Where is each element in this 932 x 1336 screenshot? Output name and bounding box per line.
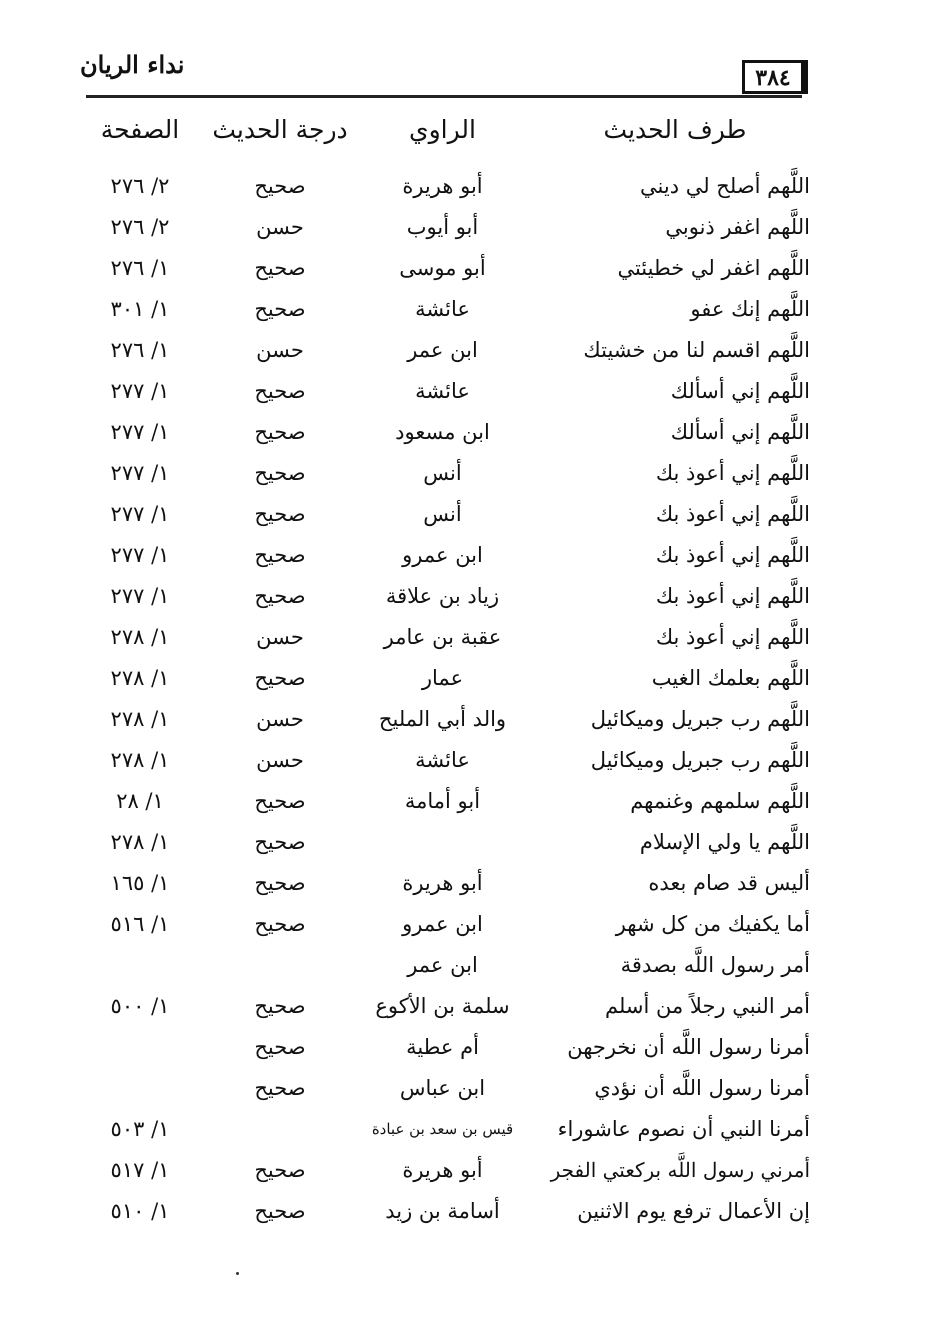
hadith-narrator: والد أبي المليح	[378, 707, 507, 731]
table-row	[0, 412, 932, 452]
hadith-grade: حسن	[256, 748, 304, 772]
hadith-narrator: سلمة بن الأكوع	[375, 994, 510, 1018]
table-row	[0, 617, 932, 657]
book-title: نداء الريان	[80, 50, 185, 79]
hadith-narrator: ابن عمر	[407, 338, 478, 362]
hadith-phrase: اللَّهم اغفر لي خطيئتي	[617, 256, 810, 280]
hadith-phrase: اللَّهم أصلح لي ديني	[640, 174, 810, 198]
hadith-narrator: ابن عباس	[399, 1076, 486, 1100]
hadith-phrase: اللَّهم بعلمك الغيب	[651, 666, 810, 690]
hadith-page-ref: ١/ ٢٧٧	[110, 379, 170, 403]
hadith-phrase: اللَّهم إنك عفو	[690, 297, 810, 321]
hadith-grade: حسن	[256, 338, 304, 362]
table-row	[0, 1191, 932, 1231]
hadith-narrator: أبو أمامة	[404, 789, 481, 813]
hadith-page-ref: ١/ ٥١٦	[110, 912, 170, 936]
hadith-narrator: ابن عمرو	[402, 912, 483, 936]
hadith-grade: صحيح	[254, 830, 306, 854]
hadith-grade: حسن	[256, 215, 304, 239]
hadith-narrator: أنس	[423, 502, 462, 526]
hadith-page-ref: ١/ ٢٨	[116, 789, 164, 813]
hadith-grade: صحيح	[254, 994, 306, 1018]
hadith-grade: صحيح	[254, 297, 306, 321]
hadith-phrase: أليس قد صام بعده	[648, 871, 810, 895]
hadith-page-ref: ١/ ٢٧٦	[110, 338, 170, 362]
table-row	[0, 576, 932, 616]
column-header-page: الصفحة	[100, 115, 180, 144]
table-row	[0, 1027, 932, 1067]
hadith-page-ref	[90, 1068, 190, 1108]
table-row	[0, 453, 932, 493]
hadith-page-ref: ١/ ٢٧٧	[110, 461, 170, 485]
hadith-phrase: اللَّهم إني أعوذ بك	[655, 625, 810, 649]
hadith-phrase: اللَّهم إني أعوذ بك	[655, 502, 810, 526]
hadith-narrator: قيس بن سعد بن عبادة	[371, 1120, 514, 1138]
table-row	[0, 1068, 932, 1108]
hadith-grade: صحيح	[254, 789, 306, 813]
table-row	[0, 289, 932, 329]
hadith-page-ref: ١/ ٢٧٨	[110, 666, 170, 690]
table-row	[0, 1150, 932, 1190]
hadith-grade: حسن	[256, 707, 304, 731]
hadith-phrase: اللَّهم اقسم لنا من خشيتك	[583, 338, 810, 362]
hadith-phrase: اللَّهم إني أعوذ بك	[655, 543, 810, 567]
table-header	[0, 110, 932, 150]
hadith-page-ref: ١/ ٥٠٠	[110, 994, 170, 1018]
hadith-phrase: اللَّهم سلمهم وغنمهم	[630, 789, 810, 813]
hadith-phrase: اللَّهم إني أعوذ بك	[655, 461, 810, 485]
hadith-grade: صحيح	[254, 256, 306, 280]
table-row	[0, 699, 932, 739]
hadith-page-ref: ١/ ٥١٠	[110, 1199, 170, 1223]
table-row	[0, 863, 932, 903]
hadith-grade: صحيح	[254, 174, 306, 198]
page-number-box: ٣٨٤	[742, 60, 804, 94]
hadith-phrase: اللَّهم إني أسألك	[670, 420, 810, 444]
hadith-page-ref	[90, 945, 190, 985]
hadith-grade: صحيح	[254, 1035, 306, 1059]
hadith-narrator: أبو هريرة	[402, 871, 483, 895]
hadith-page-ref	[90, 1027, 190, 1067]
hadith-grade: حسن	[256, 625, 304, 649]
table-row	[0, 166, 932, 206]
hadith-grade	[205, 1109, 355, 1149]
table-row	[0, 371, 932, 411]
table-row	[0, 1109, 932, 1149]
hadith-page-ref: ١/ ٢٧٨	[110, 830, 170, 854]
hadith-narrator: أسامة بن زيد	[385, 1199, 500, 1223]
table-row	[0, 207, 932, 247]
hadith-page-ref: ١/ ٢٧٧	[110, 502, 170, 526]
hadith-grade: صحيح	[254, 912, 306, 936]
hadith-phrase: اللَّهم اغفر ذنوبي	[665, 215, 810, 239]
hadith-page-ref: ١/ ٥٠٣	[110, 1117, 170, 1141]
hadith-grade: صحيح	[254, 543, 306, 567]
hadith-page-ref: ٢/ ٢٧٦	[110, 215, 170, 239]
hadith-page-ref: ١/ ٥١٧	[110, 1158, 170, 1182]
hadith-grade: صحيح	[254, 584, 306, 608]
table-row	[0, 248, 932, 288]
hadith-narrator: ابن عمرو	[402, 543, 483, 567]
hadith-grade	[205, 945, 355, 985]
table-row	[0, 945, 932, 985]
hadith-phrase: أمرنا النبي أن نصوم عاشوراء	[557, 1117, 810, 1141]
hadith-page-ref: ١/ ٢٧٧	[110, 543, 170, 567]
hadith-grade: صحيح	[254, 1076, 306, 1100]
hadith-narrator: ابن مسعود	[395, 420, 490, 444]
table-row	[0, 822, 932, 862]
hadith-page-ref: ١/ ٢٧٨	[110, 707, 170, 731]
hadith-phrase: أمرنا رسول اللَّه أن نخرجهن	[567, 1035, 810, 1059]
hadith-phrase: اللَّهم إني أعوذ بك	[655, 584, 810, 608]
hadith-grade: صحيح	[254, 666, 306, 690]
table-row	[0, 658, 932, 698]
hadith-phrase: أمرنا رسول اللَّه أن نؤدي	[594, 1076, 810, 1100]
hadith-grade: صحيح	[254, 420, 306, 444]
table-row	[0, 330, 932, 370]
hadith-page-ref: ١/ ٢٧٧	[110, 420, 170, 444]
table-row	[0, 781, 932, 821]
hadith-narrator: عمار	[421, 666, 464, 690]
hadith-page-ref: ١/ ٢٧٨	[110, 625, 170, 649]
hadith-grade: صحيح	[254, 871, 306, 895]
column-header-narrator: الراوي	[409, 115, 476, 144]
table-row	[0, 494, 932, 534]
hadith-phrase: اللَّهم يا ولي الإسلام	[639, 830, 810, 854]
hadith-narrator: عائشة	[415, 297, 470, 321]
hadith-phrase: اللَّهم رب جبريل وميكائيل	[590, 707, 810, 731]
hadith-page-ref: ٢/ ٢٧٦	[110, 174, 170, 198]
hadith-phrase: أمرني رسول اللَّه بركعتي الفجر	[550, 1158, 810, 1182]
hadith-narrator	[360, 822, 525, 862]
hadith-phrase: إن الأعمال ترفع يوم الاثنين	[577, 1199, 810, 1223]
hadith-grade: صحيح	[254, 1158, 306, 1182]
table-row	[0, 535, 932, 575]
hadith-narrator: ابن عمر	[407, 953, 478, 977]
table-row	[0, 740, 932, 780]
hadith-narrator: أبو أيوب	[406, 215, 479, 239]
hadith-phrase: أما يكفيك من كل شهر	[615, 912, 810, 936]
hadith-grade: صحيح	[254, 1199, 306, 1223]
hadith-grade: صحيح	[254, 379, 306, 403]
hadith-narrator: أم عطية	[406, 1035, 479, 1059]
hadith-narrator: زياد بن علاقة	[385, 584, 500, 608]
hadith-page-ref: ١/ ٣٠١	[110, 297, 170, 321]
hadith-page-ref: ١/ ٢٧٨	[110, 748, 170, 772]
hadith-narrator: أبو هريرة	[402, 174, 483, 198]
hadith-phrase: أمر النبي رجلاً من أسلم	[604, 994, 810, 1018]
header-rule	[86, 95, 802, 98]
hadith-page-ref: ١/ ٢٧٧	[110, 584, 170, 608]
hadith-phrase: أمر رسول اللَّه بصدقة	[620, 953, 810, 977]
hadith-page-ref: ١/ ١٦٥	[110, 871, 170, 895]
hadith-phrase: اللَّهم إني أسألك	[670, 379, 810, 403]
hadith-narrator: أنس	[423, 461, 462, 485]
hadith-grade: صحيح	[254, 461, 306, 485]
table-row	[0, 904, 932, 944]
hadith-narrator: عقبة بن عامر	[383, 625, 502, 649]
column-header-grade: درجة الحديث	[212, 115, 348, 144]
hadith-narrator: أبو موسى	[399, 256, 486, 280]
table-row	[0, 986, 932, 1026]
hadith-page-ref: ١/ ٢٧٦	[110, 256, 170, 280]
hadith-narrator: عائشة	[415, 748, 470, 772]
hadith-phrase: اللَّهم رب جبريل وميكائيل	[590, 748, 810, 772]
paper-speck	[236, 1272, 239, 1275]
hadith-grade: صحيح	[254, 502, 306, 526]
hadith-narrator: عائشة	[415, 379, 470, 403]
column-header-phrase: طرف الحديث	[603, 115, 747, 144]
hadith-narrator: أبو هريرة	[402, 1158, 483, 1182]
